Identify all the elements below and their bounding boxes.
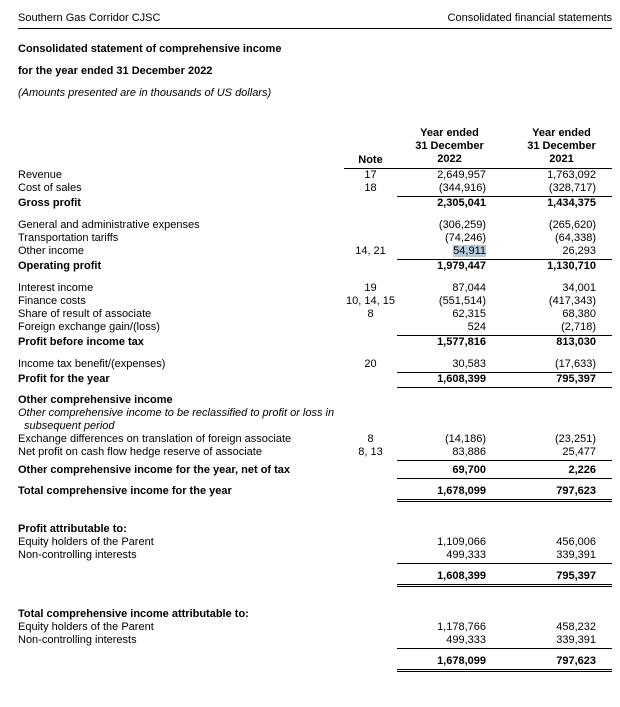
row-note-ref — [344, 336, 397, 349]
row-values — [397, 485, 612, 502]
row-values — [397, 232, 612, 245]
row-note-ref — [344, 608, 397, 621]
row-note-ref — [344, 634, 397, 649]
table-section — [18, 485, 612, 502]
statement-period: for the year ended 31 December 2022 — [18, 65, 213, 77]
row-label: Other income — [18, 245, 85, 257]
row-label: Foreign exchange gain/(loss) — [18, 321, 160, 333]
row-label: Gross profit — [18, 197, 81, 209]
row-note-ref: 8, 13 — [358, 446, 383, 458]
table-section — [18, 219, 612, 273]
value-2021: 34,001 — [562, 282, 596, 294]
table-row — [18, 197, 612, 210]
table-section — [18, 169, 612, 210]
table-row — [18, 282, 612, 295]
table-row — [18, 485, 612, 502]
row-values — [397, 321, 612, 336]
table-row — [18, 308, 612, 321]
table-section — [18, 464, 612, 479]
table-row — [18, 182, 612, 197]
row-note-ref — [344, 219, 397, 232]
table-row — [18, 260, 612, 273]
row-label: Other comprehensive income — [18, 394, 173, 406]
header-company-name: Southern Gas Corridor CJSC — [18, 12, 161, 24]
table-section — [18, 282, 612, 349]
value-2022: 1,178,766 — [437, 621, 486, 633]
row-label: Operating profit — [18, 260, 102, 272]
value-2022: 87,044 — [452, 282, 486, 294]
table-row — [18, 523, 612, 536]
row-note-ref: 19 — [364, 282, 377, 294]
row-label: Non-controlling interests — [18, 549, 137, 561]
table-row — [18, 232, 612, 245]
row-label: Interest income — [18, 282, 94, 294]
value-2021: (265,620) — [548, 219, 596, 231]
row-note-ref — [344, 570, 397, 587]
row-label: Total comprehensive income attributable to: — [18, 608, 249, 620]
table-row — [18, 321, 612, 336]
row-values — [397, 621, 612, 634]
value-2021: 68,380 — [562, 308, 596, 320]
table-row — [18, 295, 612, 308]
value-2021: 797,623 — [556, 485, 596, 497]
row-values — [391, 407, 606, 433]
income-statement-table — [18, 127, 612, 672]
row-note-ref: 8 — [367, 308, 374, 320]
value-2022: (74,246) — [445, 232, 486, 244]
table-row — [18, 358, 612, 373]
value-2022: 83,886 — [452, 446, 486, 458]
row-note-ref — [344, 197, 397, 210]
table-row — [18, 219, 612, 232]
row-label: Profit for the year — [18, 373, 110, 385]
row-label: Equity holders of the Parent — [18, 536, 154, 548]
row-label: Cost of sales — [18, 182, 82, 194]
row-values — [397, 536, 612, 549]
value-2022: (344,916) — [438, 182, 486, 194]
value-2022: 1,678,099 — [437, 485, 486, 497]
table-row — [18, 549, 612, 564]
row-label: Non-controlling interests — [18, 634, 137, 646]
value-2022: (551,514) — [438, 295, 486, 307]
value-2022 — [397, 394, 502, 407]
value-2022: 1,979,447 — [437, 260, 486, 272]
value-2021: 2,226 — [568, 464, 596, 476]
table-body — [18, 169, 612, 672]
row-values — [397, 433, 612, 446]
value-2022: 1,678,099 — [437, 655, 486, 667]
value-2022: 1,608,399 — [437, 570, 486, 582]
value-2022: 1,608,399 — [437, 373, 486, 385]
value-2022: 2,649,957 — [437, 169, 486, 181]
row-values — [397, 634, 612, 649]
row-values — [397, 182, 612, 197]
value-2022 — [397, 608, 502, 621]
table-row — [18, 464, 612, 479]
row-note-ref — [344, 232, 397, 245]
value-2022: (306,259) — [438, 219, 486, 231]
table-row — [18, 394, 612, 407]
value-2021: (328,717) — [548, 182, 596, 194]
value-2021: 795,397 — [556, 570, 596, 582]
row-note-ref: 17 — [364, 169, 377, 181]
row-note-ref: 8 — [367, 433, 374, 445]
value-2021: 1,130,710 — [547, 260, 596, 272]
table-section — [18, 570, 612, 587]
value-2022: 2,305,041 — [437, 197, 486, 209]
value-2021: 813,030 — [556, 336, 596, 348]
row-values — [397, 358, 612, 373]
value-2022 — [397, 523, 502, 536]
row-label: Other comprehensive income for the year, net of tax — [18, 464, 291, 476]
row-note-ref — [344, 260, 397, 273]
value-2021: (417,343) — [548, 295, 596, 307]
row-values — [397, 169, 612, 182]
table-section — [18, 394, 612, 461]
row-values — [397, 373, 612, 388]
row-values — [397, 282, 612, 295]
value-2021: 1,434,375 — [547, 197, 596, 209]
table-row — [18, 570, 612, 587]
row-note-ref: 14, 21 — [355, 245, 386, 257]
table-row — [18, 245, 612, 260]
table-header-row — [18, 127, 612, 169]
header-spacer — [18, 127, 344, 169]
table-row — [18, 621, 612, 634]
row-note-ref — [344, 394, 397, 407]
row-note-ref — [344, 321, 397, 336]
table-row — [18, 169, 612, 182]
value-2021 — [505, 407, 606, 433]
value-2022: 499,333 — [446, 549, 486, 561]
highlighted-value: 54,911 — [453, 245, 486, 257]
row-values — [397, 308, 612, 321]
row-values — [397, 446, 612, 461]
value-2021: 458,232 — [556, 621, 596, 633]
table-row — [18, 446, 612, 461]
row-label: Transportation tariffs — [18, 232, 119, 244]
value-2022 — [391, 407, 496, 433]
value-2022: 1,109,066 — [437, 536, 486, 548]
row-note-ref — [344, 523, 397, 536]
row-note-ref — [338, 407, 391, 433]
row-values — [397, 608, 612, 621]
table-row — [18, 433, 612, 446]
row-label: Exchange differences on translation of foreign associate — [18, 433, 292, 445]
row-values — [397, 260, 612, 273]
value-2021: 26,293 — [562, 245, 596, 257]
header-document-type: Consolidated financial statements — [447, 12, 612, 24]
table-row — [18, 536, 612, 549]
row-note-ref — [344, 549, 397, 564]
row-note-ref: 18 — [364, 182, 377, 194]
table-row — [18, 336, 612, 349]
row-label: Net profit on cash flow hedge reserve of associate — [18, 446, 262, 458]
value-2021: 795,397 — [556, 373, 596, 385]
table-row — [18, 407, 612, 433]
table-row — [18, 608, 612, 621]
column-header-2021: Year ended 31 December 2021 — [527, 127, 596, 165]
value-2021: (64,338) — [555, 232, 596, 244]
document-header — [18, 12, 612, 29]
row-values — [397, 523, 612, 536]
value-2021: 339,391 — [556, 634, 596, 646]
row-note-ref — [344, 655, 397, 672]
value-2021: 25,477 — [562, 446, 596, 458]
value-2021: (23,251) — [555, 433, 596, 445]
row-label: Other comprehensive income to be reclassified to profit or loss in subsequent period — [18, 407, 335, 432]
value-2022: 62,315 — [452, 308, 486, 320]
value-2021 — [511, 608, 612, 621]
amounts-note: (Amounts presented are in thousands of US dollars) — [18, 87, 272, 99]
row-label: Finance costs — [18, 295, 86, 307]
table-section — [18, 608, 612, 649]
row-values — [397, 219, 612, 232]
table-section — [18, 655, 612, 672]
value-2021: (2,718) — [561, 321, 596, 333]
table-row — [18, 634, 612, 649]
table-row — [18, 655, 612, 672]
value-2022: 30,583 — [452, 358, 486, 370]
value-2022: (14,186) — [445, 433, 486, 445]
row-label: Profit attributable to: — [18, 523, 127, 535]
value-2021 — [511, 523, 612, 536]
value-2022: 524 — [467, 321, 486, 333]
row-values — [397, 295, 612, 308]
value-2021: 1,763,092 — [547, 169, 596, 181]
row-label: Revenue — [18, 169, 63, 181]
row-label — [18, 570, 344, 587]
value-2022: 69,700 — [452, 464, 486, 476]
row-values — [397, 549, 612, 564]
value-2022 — [397, 245, 502, 258]
row-values — [397, 570, 612, 587]
value-2022: 499,333 — [446, 634, 486, 646]
row-label — [18, 655, 344, 672]
row-label: Income tax benefit/(expenses) — [18, 358, 166, 370]
value-2021: 456,006 — [556, 536, 596, 548]
row-values — [397, 245, 612, 260]
table-row — [18, 373, 612, 388]
statement-title: Consolidated statement of comprehensive income — [18, 43, 282, 55]
value-2021 — [511, 394, 612, 407]
column-header-2022: Year ended 31 December 2022 — [415, 127, 484, 165]
value-2022: 1,577,816 — [437, 336, 486, 348]
row-note-ref — [344, 464, 397, 479]
row-note-ref: 20 — [364, 358, 377, 370]
row-values — [397, 464, 612, 479]
row-note-ref — [344, 373, 397, 388]
table-section — [18, 523, 612, 564]
value-2021: 797,623 — [556, 655, 596, 667]
row-label: Share of result of associate — [18, 308, 152, 320]
row-label: General and administrative expenses — [18, 219, 200, 231]
row-note-ref: 10, 14, 15 — [346, 295, 395, 307]
value-2021: (17,633) — [555, 358, 596, 370]
row-label: Equity holders of the Parent — [18, 621, 154, 633]
table-section — [18, 358, 612, 388]
row-values — [397, 336, 612, 349]
row-label: Total comprehensive income for the year — [18, 485, 232, 497]
row-note-ref — [344, 536, 397, 549]
row-values — [397, 394, 612, 407]
row-label: Profit before income tax — [18, 336, 144, 348]
column-header-note: Note — [358, 154, 383, 166]
row-note-ref — [344, 485, 397, 502]
row-values — [397, 197, 612, 210]
row-values — [397, 655, 612, 672]
row-note-ref — [344, 621, 397, 634]
value-2021: 339,391 — [556, 549, 596, 561]
table-column-headers — [344, 127, 612, 169]
